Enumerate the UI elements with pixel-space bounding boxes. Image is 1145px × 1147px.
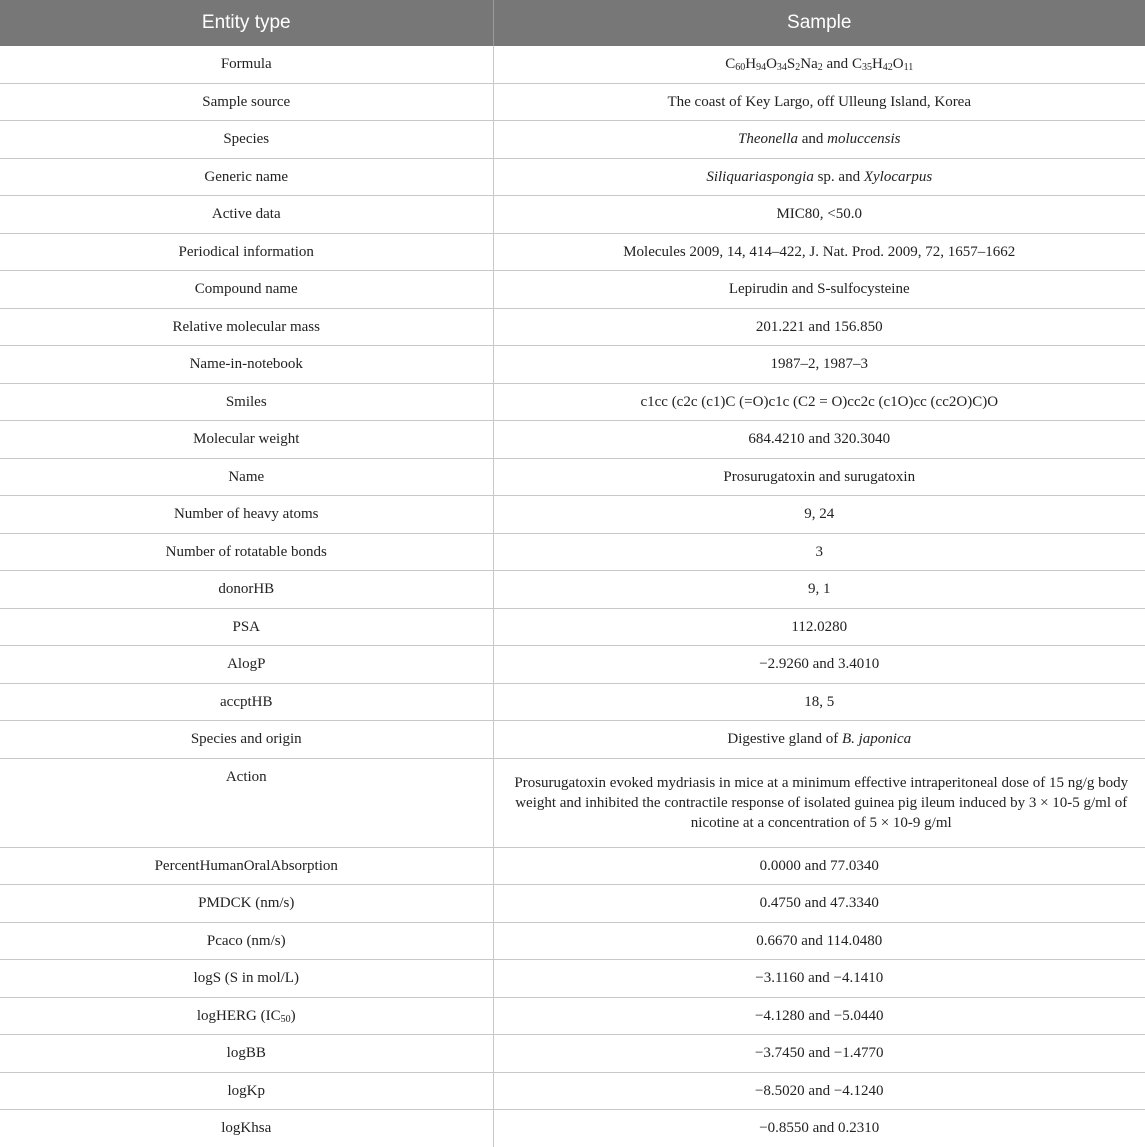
table-row [0,885,1145,923]
entity-type-cell: logKp [0,1072,493,1110]
table-row [0,571,1145,609]
sample-cell: 9, 1 [493,571,1145,609]
table-row [0,960,1145,998]
table-row [0,1072,1145,1110]
table-row [0,308,1145,346]
sample-cell: Molecules 2009, 14, 414–422, J. Nat. Prod. 2009, 72, 1657–1662 [493,233,1145,271]
sample-cell: −8.5020 and −4.1240 [493,1072,1145,1110]
table-row [0,383,1145,421]
table-row [0,271,1145,309]
sample-cell: 684.4210 and 320.3040 [493,421,1145,459]
table-row [0,922,1145,960]
entity-type-cell: Name [0,458,493,496]
entity-type-cell: Relative molecular mass [0,308,493,346]
table-row [0,346,1145,384]
table-row [0,121,1145,159]
entity-type-cell: Action [0,758,493,847]
entity-type-cell: Number of rotatable bonds [0,533,493,571]
sample-cell: 3 [493,533,1145,571]
sample-cell: 201.221 and 156.850 [493,308,1145,346]
entity-type-cell: Active data [0,196,493,234]
sample-cell: Theonella and moluccensis [493,121,1145,159]
sample-cell: −3.7450 and −1.4770 [493,1035,1145,1073]
entity-type-cell: PSA [0,608,493,646]
entity-type-cell: Periodical information [0,233,493,271]
table-row [0,533,1145,571]
entity-type-cell: Pcaco (nm/s) [0,922,493,960]
entity-type-cell: Compound name [0,271,493,309]
table-row [0,758,1145,847]
entity-type-cell: accptHB [0,683,493,721]
table-row [0,721,1145,759]
entity-type-cell: donorHB [0,571,493,609]
table-row [0,496,1145,534]
entity-type-cell: logHERG $(IC_{50})$ [0,997,493,1035]
entity-type-cell: Formula [0,46,493,83]
entity-type-cell: Molecular weight [0,421,493,459]
table-row [0,458,1145,496]
table-row [0,83,1145,121]
entity-type-cell: Species [0,121,493,159]
sample-cell: 18, 5 [493,683,1145,721]
entity-type-cell: PMDCK (nm/s) [0,885,493,923]
sample-cell: Prosurugatoxin and surugatoxin [493,458,1145,496]
entity-type-cell: logS (S in mol/L) [0,960,493,998]
sample-cell: −2.9260 and 3.4010 [493,646,1145,684]
entity-type-cell: logKhsa [221,1120,272,1137]
sample-cell: MIC80, <50.0 [493,196,1145,234]
sample-cell: 0.4750 and 47.3340 [493,885,1145,923]
entity-type-cell: Name-in-notebook [0,346,493,384]
entity-type-cell: AlogP [0,646,493,684]
entity-type-cell: logBB [0,1035,493,1073]
sample-cell: 112.0280 [493,608,1145,646]
sample-cell: Lepirudin and S-sulfocysteine [493,271,1145,309]
sample-cell: −4.1280 and −5.0440 [493,997,1145,1035]
sample-cell: Digestive gland of B. japonica [493,721,1145,759]
entity-type-cell: Generic name [0,158,493,196]
sample-cell: −3.1160 and −4.1410 [493,960,1145,998]
header-entity-type: Entity type [0,0,493,46]
table-row [0,683,1145,721]
table-row [0,158,1145,196]
sample-cell: 0.6670 and 114.0480 [493,922,1145,960]
sample-cell: 1987–2, 1987–3 [493,346,1145,384]
sample-cell: c1cc (c2c (c1)C (=O)c1c (C2 = O)cc2c (c1O)cc (cc2O)C)O [493,383,1145,421]
entity-type-cell: Smiles [0,383,493,421]
table-row [0,1035,1145,1073]
table-row [0,847,1145,885]
sample-cell: −0.8550 and 0.2310 [493,1110,1145,1147]
sample-cell: Siliquariaspongia sp. and Xylocarpus [493,158,1145,196]
entity-type-cell: PercentHumanOralAbsorption [0,847,493,885]
table-row [0,997,1145,1035]
table-row [0,46,1145,83]
header-row [0,0,1145,46]
table-row [0,421,1145,459]
sample-cell: Prosurugatoxin evoked mydriasis in mice at a minimum effective intraperitoneal dose of 15 ng/g body weight and inhibited the contractile response of isolated guinea pig ileum induced by 3 × 10-5 g/ml of nicotine at a concentration of 5 × 10-9 g/ml [493,758,1145,847]
sample-cell: 0.0000 and 77.0340 [493,847,1145,885]
sample-cell: $C_{60}H_{94}O_{34}S_2Na_2$ and $C_{35}H_{42}O_{11}$ [493,46,1145,83]
header-sample: Sample [493,0,1145,46]
table-row [0,1110,1145,1147]
table-row [0,646,1145,684]
sample-cell: 9, 24 [493,496,1145,534]
entity-type-cell: Species and origin [0,721,493,759]
sample-cell: The coast of Key Largo, off Ulleung Island, Korea [493,83,1145,121]
entity-type-cell: Number of heavy atoms [0,496,493,534]
table-row [0,608,1145,646]
entity-type-cell: Sample source [0,83,493,121]
table-row [0,196,1145,234]
table-row [0,233,1145,271]
